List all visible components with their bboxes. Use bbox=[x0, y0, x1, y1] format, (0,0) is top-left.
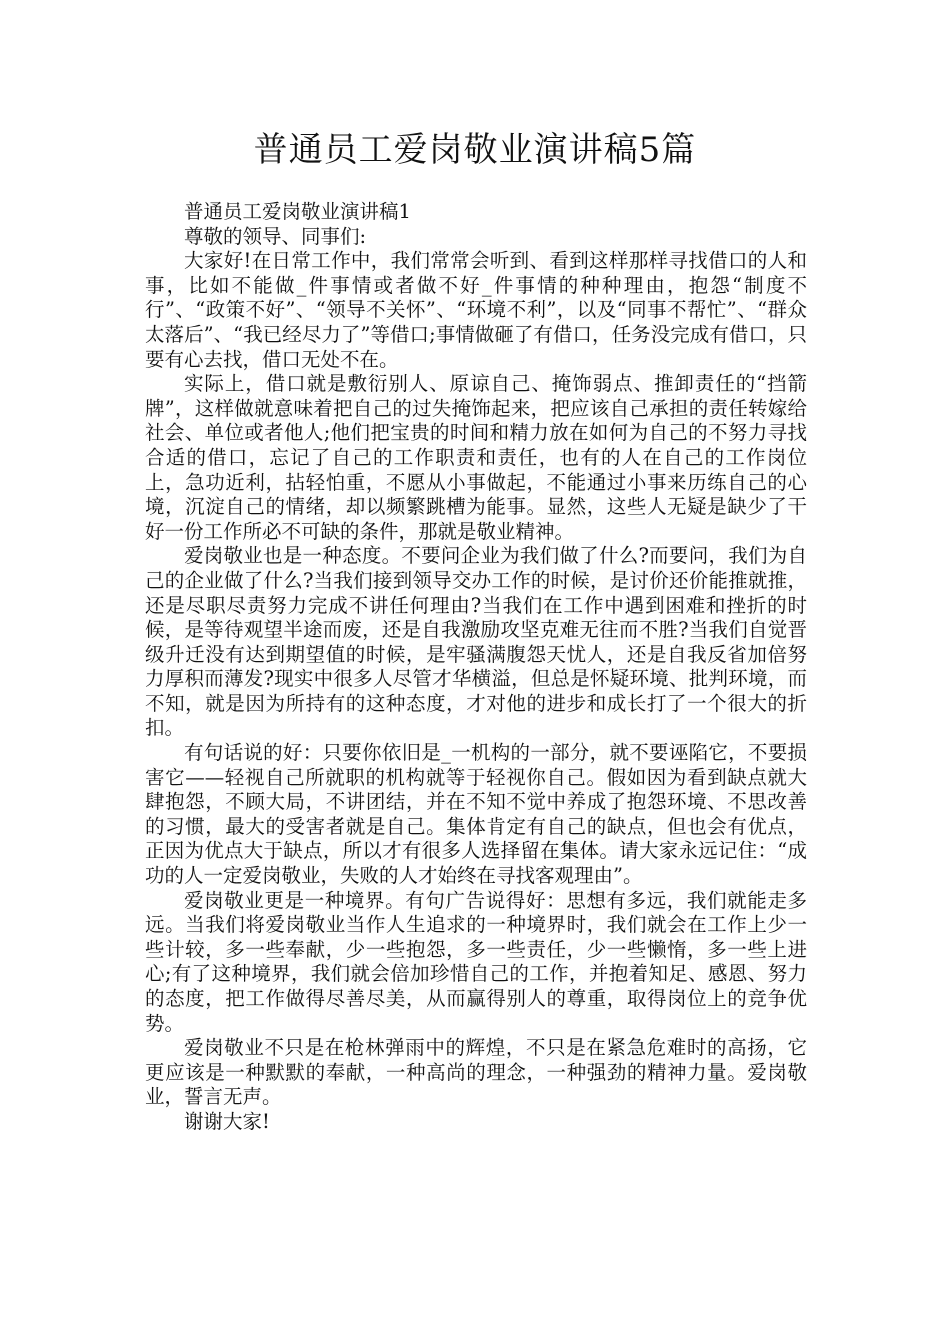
body-paragraph: 爱岗敬业更是一种境界。有句广告说得好：思想有多远，我们就能走多远。当我们将爱岗敬业当作人生追求的一种境界时，我们就会在工作上少一些计较，多一些奉献，少一些抱怨，多一些责任，少一些懒惰，多一些上进心;有了这种境界，我们就会倍加珍惜自己的工作，并抱着知足、感恩、努力的态度，把工作做得尽善尽美，从而赢得别人的尊重，取得岗位上的竞争优势。 bbox=[145, 888, 807, 1035]
speech-greeting: 尊敬的领导、同事们: bbox=[184, 224, 367, 248]
speech-subtitle: 普通员工爱岗敬业演讲稿1 bbox=[184, 200, 411, 223]
body-paragraph: 大家好!在日常工作中，我们常常会听到、看到这样那样寻找借口的人和事，比如不能做_件事情或者做不好_件事情的种种理由，抱怨“制度不行”、“政策不好”、“领导不关怀”、“环境不利”，以及“同事不帮忙”、“群众太落后”、“我已经尽力了”等借口;事情做砸了有借口，任务没完成有借口，只要有心去找，借口无处不在。 bbox=[145, 249, 807, 371]
body-paragraph: 爱岗敬业也是一种态度。不要问企业为我们做了什么?而要问，我们为自己的企业做了什么?当我们接到领导交办工作的时候，是讨价还价能推就推，还是尽职尽责努力完成不讲任何理由?当我们在工作中遇到困难和挫折的时候，是等待观望半途而废，还是自我激励攻坚克难无往而不胜?当我们自觉晋级升迁没有达到期望值的时候，是牢骚满腹怨天忧人，还是自我反省加倍努力厚积而薄发?现实中很多人尽管才华横溢，但总是怀疑环境、批判环境，而不知，就是因为所持有的这种态度，才对他的进步和成长打了一个很大的折扣。 bbox=[145, 544, 807, 740]
document-body bbox=[145, 200, 807, 1135]
document-title: 普通员工爱岗敬业演讲稿5篇 bbox=[253, 130, 697, 170]
body-paragraph: 有句话说的好：只要你依旧是_一机构的一部分，就不要诬陷它，不要损害它——轻视自己所就职的机构就等于轻视你自己。假如因为看到缺点就大肆抱怨，不顾大局，不讲团结，并在不知不觉中养成了抱怨环境、不思改善的习惯，最大的受害者就是自己。集体肯定有自己的缺点，但也会有优点，正因为优点大于缺点，所以才有很多人选择留在集体。请大家永远记住：“成功的人一定爱岗敬业，失败的人才始终在寻找客观理由”。 bbox=[145, 741, 807, 888]
body-paragraph: 实际上，借口就是敷衍别人、原谅自己、掩饰弱点、推卸责任的“挡箭牌”，这样做就意味着把自己的过失掩饰起来，把应该自己承担的责任转嫁给社会、单位或者他人;他们把宝贵的时间和精力放在如何为自己的不努力寻找合适的借口，忘记了自己的工作职责和责任，也有的人在自己的工作岗位上，急功近利，拈轻怕重，不愿从小事做起，不能通过小事来历练自己的心境，沉淀自己的情绪，却以频繁跳槽为能事。显然，这些人无疑是缺少了干好一份工作所必不可缺的条件，那就是敬业精神。 bbox=[145, 372, 807, 543]
body-paragraph: 爱岗敬业不只是在枪林弹雨中的辉煌，不只是在紧急危难时的高扬，它更应该是一种默默的奉献，一种高尚的理念，一种强劲的精神力量。爱岗敬业，誓言无声。 bbox=[145, 1036, 807, 1109]
speech-closing: 谢谢大家! bbox=[184, 1109, 270, 1133]
